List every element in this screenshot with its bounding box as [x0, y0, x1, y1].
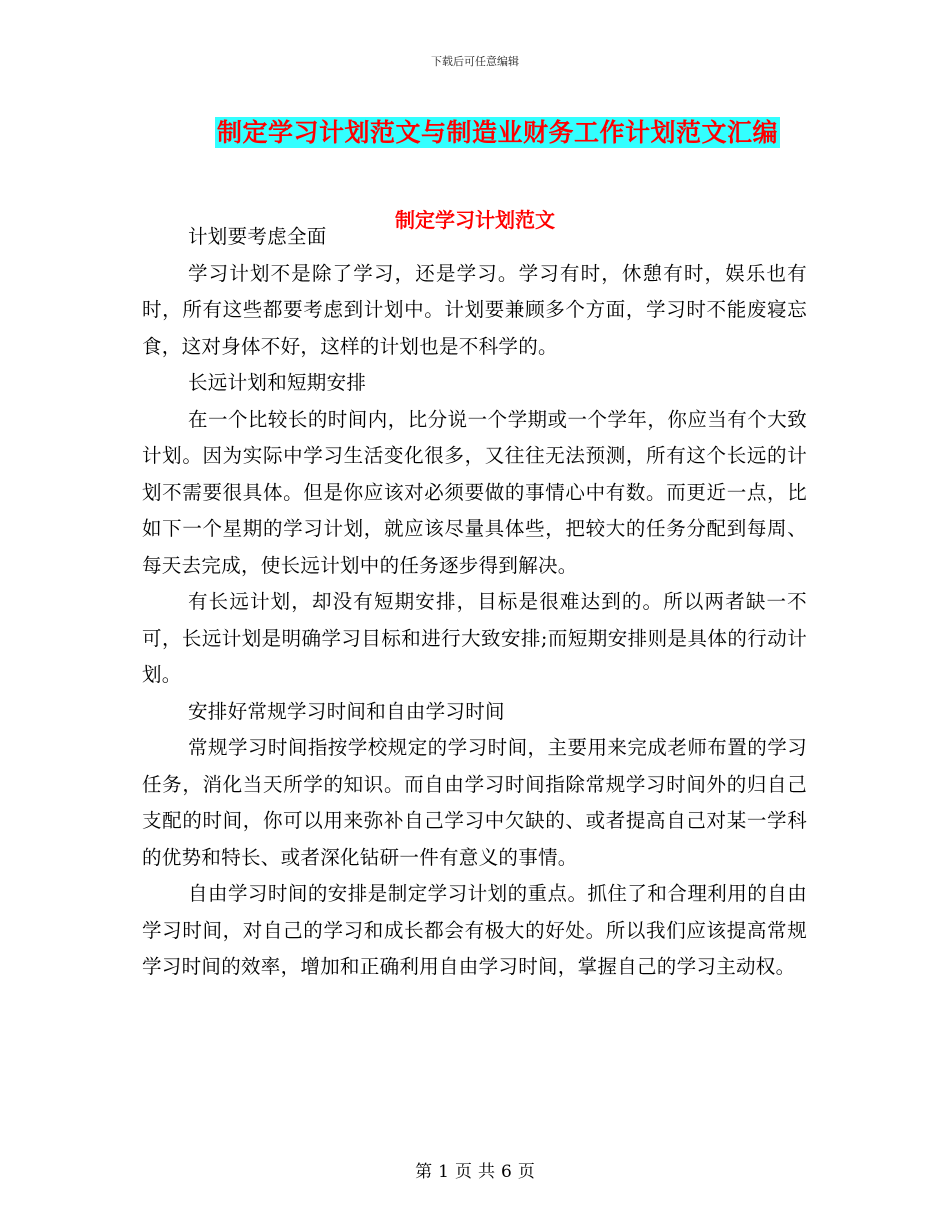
heading-long-short-plan: 长远计划和短期安排: [188, 371, 367, 394]
heading-plan-comprehensive: 计划要考虑全面: [188, 225, 327, 248]
heading-regular-free-time: 安排好常规学习时间和自由学习时间: [188, 699, 505, 723]
paragraph: 常规学习时间指按学校规定的学习时间，主要用来完成老师布置的学习任务，消化当天所学的知识。而自由学习时间指除常规学习时间外的归自己支配的时间，你可以用来弥补自己学习中欠缺的、或者提高自己对某一学科的优势和特长、或者深化钻研一件有意义的事情。: [142, 736, 807, 869]
total-pages: 6: [501, 1162, 512, 1182]
paragraph: 在一个比较长的时间内，比分说一个学期或一个学年，你应当有个大致计划。因为实际中学习生活变化很多，又往往无法预测，所有这个长远的计划不需要很具体。但是你应该对必须要做的事情心中有数。而更近一点，比如下一个星期的学习计划，就应该尽量具体些，把较大的任务分配到每周、每天去完成，使长远计划中的任务逐步得到解决。: [142, 407, 807, 577]
paragraph: 有长远计划，却没有短期安排，目标是很难达到的。所以两者缺一不可，长远计划是明确学习目标和进行大致安排;而短期安排则是具体的行动计划。: [142, 590, 807, 686]
paragraph: 学习计划不是除了学习，还是学习。学习有时，休憩有时，娱乐也有时，所有这些都要考虑到计划中。计划要兼顾多个方面，学习时不能废寝忘食，这对身体不好，这样的计划也是不科学的。: [142, 261, 807, 358]
header-note: 下载后可任意编辑: [431, 55, 519, 68]
page-footer: [0, 1157, 950, 1182]
footer-word: 页: [517, 1162, 535, 1182]
page-number: 1: [438, 1162, 449, 1182]
paragraph: 自由学习时间的安排是制定学习计划的重点。抓住了和合理利用的自由学习时间，对自己的学习和成长都会有极大的好处。所以我们应该提高常规学习时间的效率，增加和正确利用自由学习时间，掌握自己的学习主动权。: [142, 882, 807, 978]
footer-word: 第: [415, 1162, 433, 1182]
section-title: 制定学习计划范文: [395, 208, 555, 232]
document-body: [142, 219, 807, 986]
document-title-text: 制定学习计划范文与制造业财务工作计划范文汇编: [216, 118, 778, 147]
footer-word: 页: [455, 1162, 472, 1182]
footer-word: 共: [478, 1162, 495, 1182]
document-title: [0, 113, 950, 149]
